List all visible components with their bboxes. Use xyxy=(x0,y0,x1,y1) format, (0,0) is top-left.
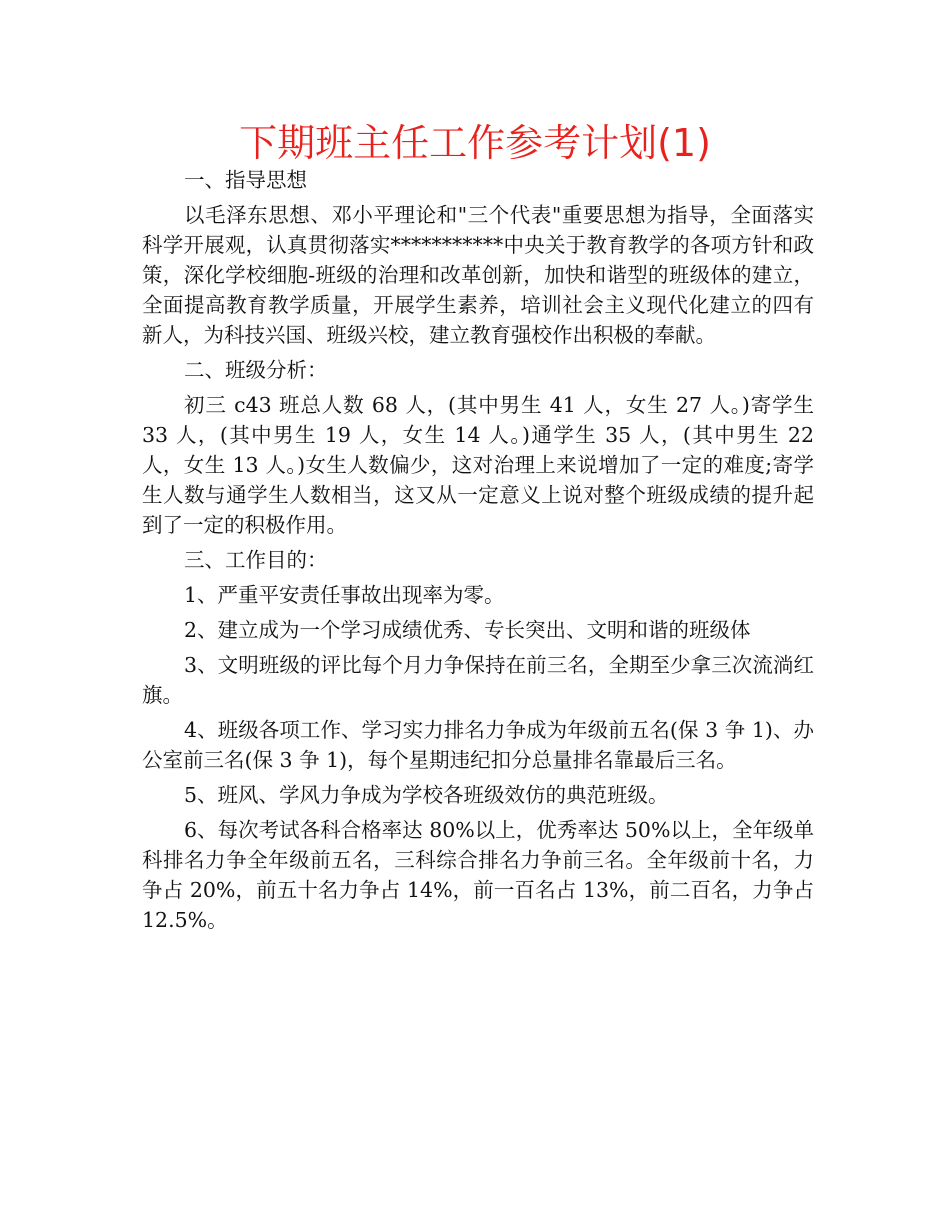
goal-item-2: 2、建立成为一个学习成绩优秀、专长突出、文明和谐的班级体 xyxy=(184,618,751,642)
paragraph-class-analysis: 初三 c43 班总人数 68 人，(其中男生 41 人，女生 27 人。)寄学生 33 人，(其中男生 19 人，女生 14 人。)通学生 35 人，(其中男生 22 人，女生 13 人。)女生人数偏少，这对治理上来说增加了一定的难度;寄学生人数与通学生人数相当，这又从一定意义上说对整个班级成绩的提升起到了一定的积极作用。 xyxy=(142,393,814,537)
document-body xyxy=(142,165,814,940)
heading-guiding-thought: 一、指导思想 xyxy=(184,168,307,192)
goal-item-1: 1、严重平安责任事故出现率为零。 xyxy=(184,583,505,607)
goal-item-3: 3、文明班级的评比每个月力争保持在前三名，全期至少拿三次流淌红旗。 xyxy=(142,653,814,707)
goal-item-6: 6、每次考试各科合格率达 80%以上，优秀率达 50%以上，全年级单科排名力争全年级前五名，三科综合排名力争前三名。全年级前十名，力争占 20%，前五十名力争占 14%，前一百名占 13%，前二百名，力争占 12.5%。 xyxy=(142,818,814,932)
paragraph-guiding-thought: 以毛泽东思想、邓小平理论和"三个代表"重要思想为指导，全面落实科学开展观，认真贯彻落实***********中央关于教育教学的各项方针和政策，深化学校细胞-班级的治理和改革创新，加快和谐型的班级体的建立，全面提高教育教学质量，开展学生素养，培训社会主义现代化建立的四有新人，为科技兴国、班级兴校，建立教育强校作出积极的奉献。 xyxy=(142,203,814,347)
heading-class-analysis: 二、班级分析： xyxy=(184,358,328,382)
document-title: 下期班主任工作参考计划(1) xyxy=(239,121,711,165)
goal-item-5: 5、班风、学风力争成为学校各班级效仿的典范班级。 xyxy=(184,783,669,807)
goal-item-4: 4、班级各项工作、学习实力排名力争成为年级前五名(保 3 争 1)、办公室前三名(保 3 争 1)，每个星期违纪扣分总量排名靠最后三名。 xyxy=(142,718,814,772)
heading-work-goals: 三、工作目的： xyxy=(184,548,328,572)
